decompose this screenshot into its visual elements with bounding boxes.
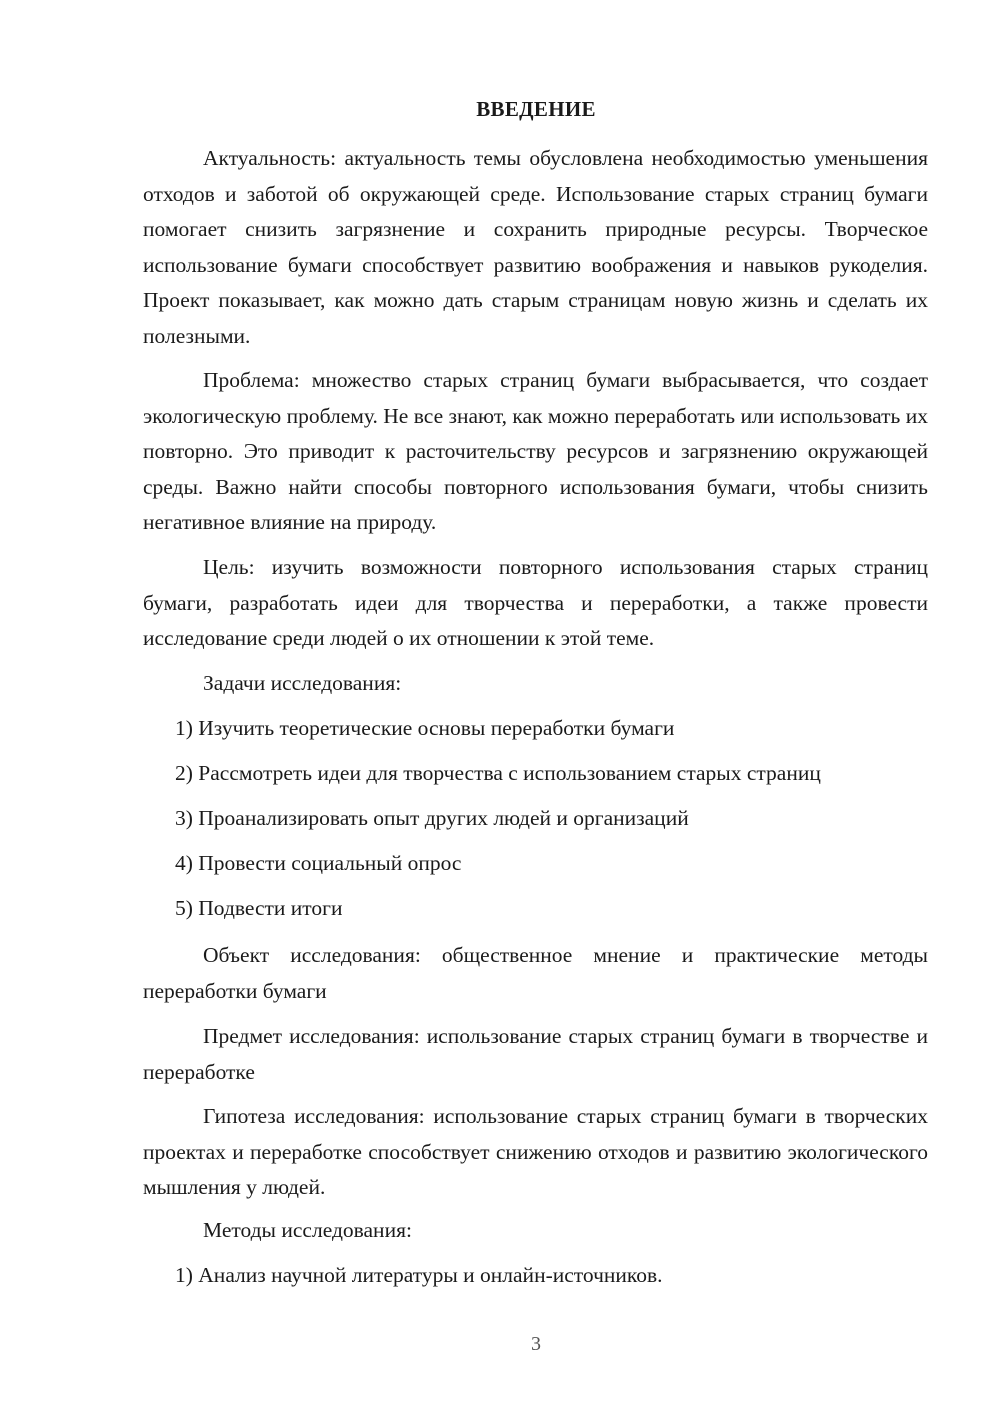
hypothesis-paragraph: Гипотеза исследования: использование старых страниц бумаги в творческих проектах и переработке способствует снижению отходов и развитию экологического мышления у людей. — [143, 1104, 928, 1199]
problem-paragraph: Проблема: множество старых страниц бумаги выбрасывается, что создает экологическую проблему. Не все знают, как можно переработать или использовать их повторно. Это приводит к расточительству ресурсов и загрязнению окружающей среды. Важно найти способы повторного использования бумаги, чтобы снизить негативное влияние на природу. — [143, 368, 928, 534]
task-item: 5) Подвести итоги — [175, 896, 343, 920]
subject-paragraph: Предмет исследования: использование старых страниц бумаги в творчестве и переработке — [143, 1024, 928, 1084]
task-item: 2) Рассмотреть идеи для творчества с использованием старых страниц — [175, 761, 821, 785]
actuality-paragraph: Актуальность: актуальность темы обусловлена необходимостью уменьшения отходов и заботой об окружающей среде. Использование старых страниц бумаги помогает снизить загрязнение и сохранить природные ресурсы. Творческое использование бумаги способствует развитию воображения и навыков рукоделия. Проект показывает, как можно дать старым страницам новую жизнь и сделать их полезными. — [143, 146, 928, 348]
page-title: ВВЕДЕНИЕ — [476, 97, 596, 121]
task-item: 1) Изучить теоретические основы переработки бумаги — [175, 716, 675, 740]
object-paragraph: Объект исследования: общественное мнение и практические методы переработки бумаги — [143, 943, 928, 1003]
task-item: 4) Провести социальный опрос — [175, 851, 462, 875]
goal-paragraph: Цель: изучить возможности повторного использования старых страниц бумаги, разработать идеи для творчества и переработки, а также провести исследование среди людей о их отношении к этой теме. — [143, 555, 928, 650]
tasks-heading: Задачи исследования: — [203, 671, 402, 695]
task-item: 3) Проанализировать опыт других людей и организаций — [175, 806, 689, 830]
method-item: 1) Анализ научной литературы и онлайн-источников. — [175, 1263, 663, 1287]
page-number: 3 — [531, 1333, 541, 1355]
methods-heading: Методы исследования: — [203, 1218, 412, 1242]
